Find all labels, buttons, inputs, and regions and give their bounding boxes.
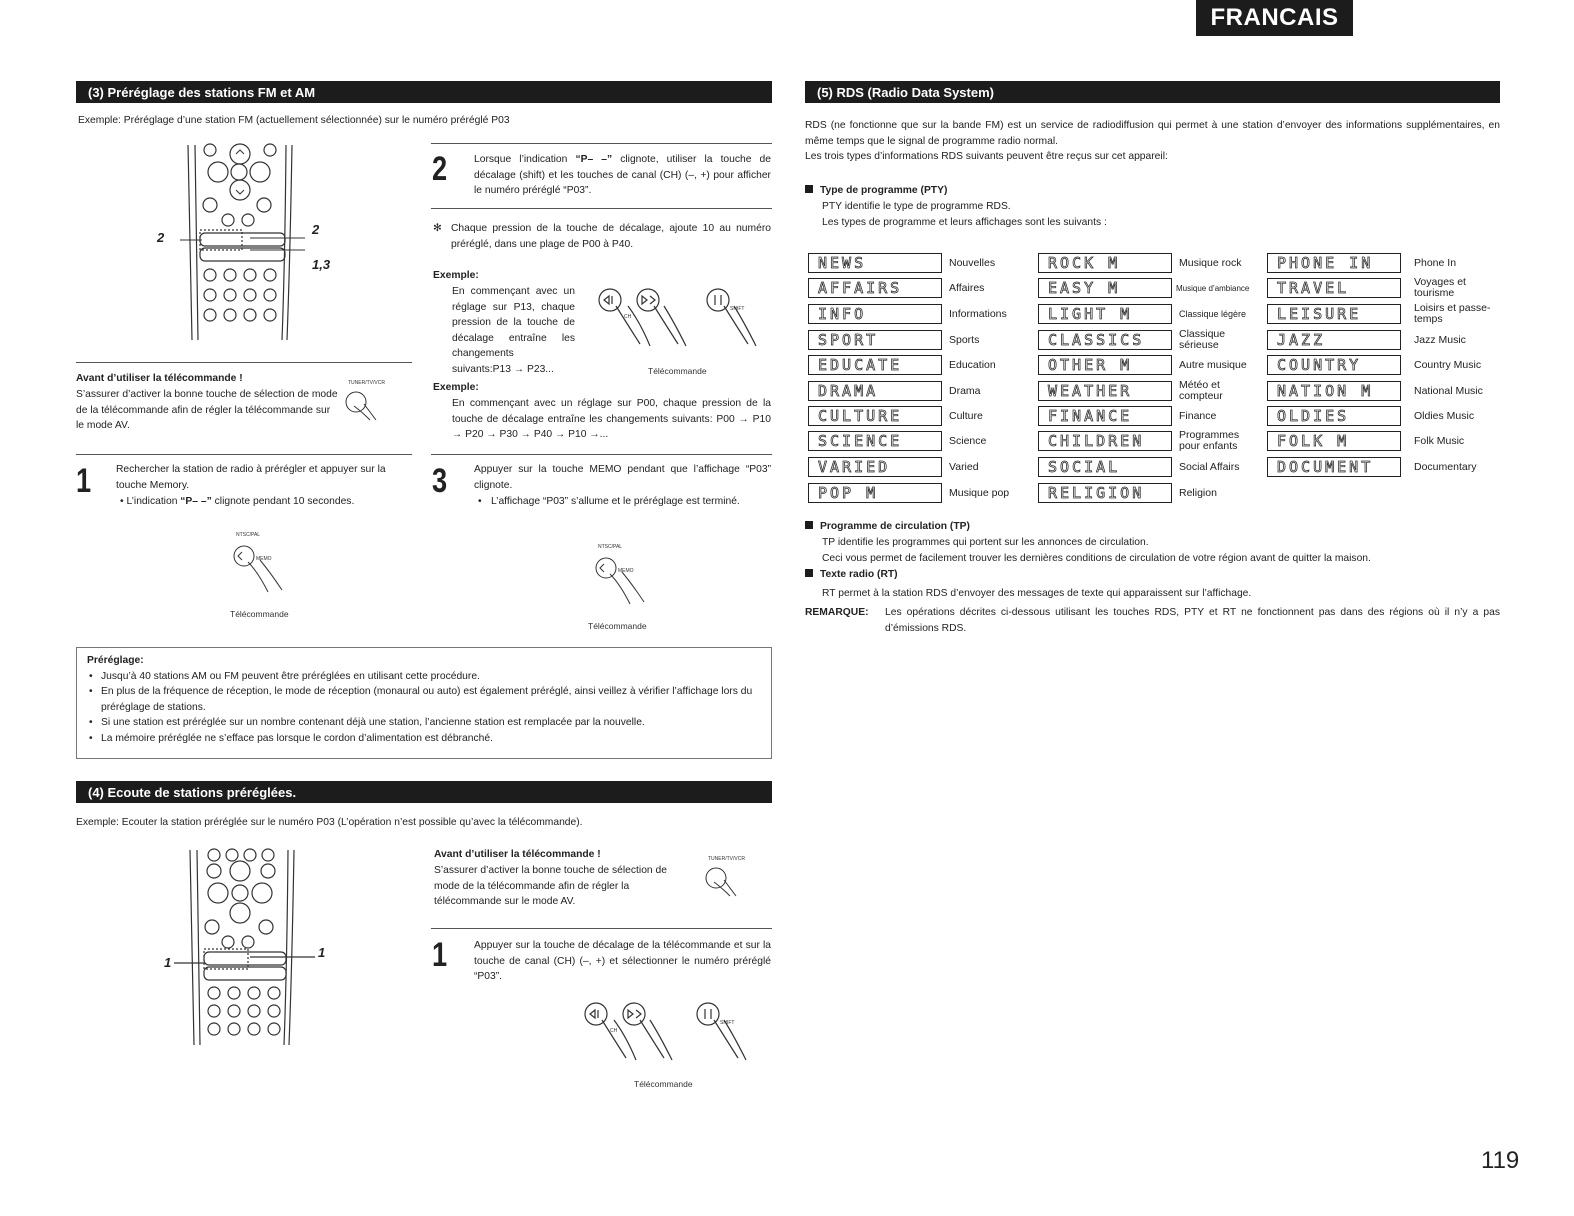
callout-1-right: 1 bbox=[318, 945, 326, 960]
pty-code-display: CHILDREN bbox=[1038, 431, 1172, 451]
pty-row bbox=[1267, 456, 1476, 478]
pty-label: Musique pop bbox=[949, 486, 1010, 499]
pty-code-display: TRAVEL bbox=[1267, 278, 1401, 298]
pty-row bbox=[808, 456, 979, 478]
pty-label: Loisirs et passe-temps bbox=[1414, 302, 1491, 325]
caption-telecommande: Télécommande bbox=[588, 621, 647, 631]
rt-description: RT permet à la station RDS d’envoyer des messages de texte qui apparaissent sur l’affichage. bbox=[822, 588, 1252, 599]
memo-button-icon bbox=[592, 550, 662, 614]
pty-code-display: VARIED bbox=[808, 457, 942, 477]
rds-intro: RDS (ne fonctionne que sur la bande FM) est un service de radiodiffusion qui permet à une station d’envoyer des informations supplémentaires, en même temps que le signal de programme radio normal. Les trois types d’informations RDS suivants peuvent être reçus sur cet appareil: bbox=[805, 120, 1500, 162]
memo-button-illustration bbox=[230, 532, 300, 602]
pty-code-display: FINANCE bbox=[1038, 406, 1172, 426]
example-1-title: Exemple: bbox=[433, 270, 479, 281]
pty-row bbox=[1267, 380, 1483, 402]
pty-code-display: CULTURE bbox=[808, 406, 942, 426]
pty-row bbox=[1038, 277, 1249, 299]
list-item: • La mémoire préréglée ne s’efface pas lorsque le cordon d’alimentation est débranché. bbox=[101, 731, 761, 747]
pty-row bbox=[1038, 252, 1241, 274]
pty-label: Météo et compteur bbox=[1179, 379, 1223, 402]
bullet-square-icon bbox=[805, 185, 813, 193]
pty-label: Programmes pour enfants bbox=[1179, 429, 1240, 452]
remark-label: REMARQUE: bbox=[805, 607, 869, 618]
pty-code-display: CLASSICS bbox=[1038, 330, 1172, 350]
pty-label: Oldies Music bbox=[1414, 409, 1475, 422]
ch-label: CH bbox=[610, 1028, 618, 1034]
pty-label: Affaires bbox=[949, 281, 985, 294]
pty-code-display: SOCIAL bbox=[1038, 457, 1172, 477]
pty-code-display: OLDIES bbox=[1267, 406, 1401, 426]
pty-label: Culture bbox=[949, 409, 983, 422]
divider bbox=[76, 454, 412, 455]
section-5-title: (5) RDS (Radio Data System) bbox=[817, 84, 994, 100]
pty-label: National Music bbox=[1414, 384, 1483, 397]
pty-row bbox=[1267, 329, 1466, 351]
finger-press-icon bbox=[340, 384, 390, 430]
pty-code-display: NATION M bbox=[1267, 381, 1401, 401]
pty-label: Jazz Music bbox=[1414, 333, 1466, 346]
step-1-number: 1 bbox=[432, 936, 448, 974]
pty-row bbox=[1038, 380, 1249, 402]
divider bbox=[431, 454, 772, 455]
pty-row bbox=[808, 380, 981, 402]
pty-row bbox=[808, 430, 986, 452]
pty-code-display: EASY M bbox=[1038, 278, 1172, 298]
pty-row bbox=[1267, 405, 1474, 427]
tp-heading: Programme de circulation (TP) bbox=[805, 519, 970, 535]
ch-label: CH bbox=[624, 314, 632, 320]
ch-shift-illustration bbox=[576, 1000, 756, 1075]
step-2-number: 2 bbox=[432, 150, 448, 188]
pty-label: Finance bbox=[1179, 409, 1217, 422]
section-5-heading bbox=[805, 81, 1500, 103]
pty-row bbox=[1038, 329, 1254, 351]
pty-code-display: DRAMA bbox=[808, 381, 942, 401]
pty-label: Musique d’ambiance bbox=[1176, 283, 1250, 293]
pty-code-display: INFO bbox=[808, 304, 942, 324]
divider bbox=[76, 362, 412, 363]
remote-control-icon bbox=[150, 140, 350, 345]
pty-heading: Type de programme (PTY) bbox=[805, 183, 947, 199]
divider bbox=[431, 928, 772, 929]
pty-label: Drama bbox=[949, 384, 981, 397]
pty-code-display: ROCK M bbox=[1038, 253, 1172, 273]
pty-label: Folk Music bbox=[1414, 434, 1465, 447]
pty-code-display: AFFAIRS bbox=[808, 278, 942, 298]
pty-code-display: COUNTRY bbox=[1267, 355, 1401, 375]
list-item: • Si une station est préréglée sur un nombre contenant déjà une station, l’ancienne station est remplacée par la nouvelle. bbox=[101, 715, 761, 731]
caption-telecommande: Télécommande bbox=[230, 609, 289, 619]
section-3-heading bbox=[76, 81, 772, 103]
pty-code-display: NEWS bbox=[808, 253, 942, 273]
pty-row bbox=[808, 277, 984, 299]
pty-code-display: LIGHT M bbox=[1038, 304, 1172, 324]
pty-code-display: FOLK M bbox=[1267, 431, 1401, 451]
list-item: • Jusqu’à 40 stations AM ou FM peuvent être préréglées en utilisant cette procédure. bbox=[101, 669, 761, 685]
pty-row bbox=[1267, 430, 1464, 452]
ch-shift-illustration bbox=[590, 286, 770, 361]
pty-code-display: LEISURE bbox=[1267, 304, 1401, 324]
before-use-title: Avant d’utiliser la télécommande ! bbox=[76, 373, 243, 384]
pty-row bbox=[808, 303, 1007, 325]
shift-label: SHIFT bbox=[720, 1020, 735, 1026]
ch-shift-buttons-icon bbox=[576, 1000, 756, 1075]
prereglage-notes-box bbox=[76, 647, 772, 759]
pty-label: Nouvelles bbox=[949, 256, 996, 269]
callout-2-right: 2 bbox=[312, 222, 320, 237]
step-3-bullet: • L’affichage “P03” s’allume et le préréglage est terminé. bbox=[478, 496, 740, 507]
step-3-number: 3 bbox=[432, 462, 448, 500]
pty-code-display: RELIGION bbox=[1038, 483, 1172, 503]
ntsc-label: NTSC/PAL bbox=[236, 532, 261, 538]
example-2-text: En commençant avec un réglage sur P00, chaque pression de la touche de décalage entraîne les changements suivants: P00 → P10 → P20 → P30 → P40 → P10 →... bbox=[452, 398, 771, 440]
prereglage-title: Préréglage: bbox=[87, 655, 144, 666]
pty-code-display: SCIENCE bbox=[808, 431, 942, 451]
page-number: 119 bbox=[1481, 1147, 1520, 1174]
pty-row bbox=[808, 329, 979, 351]
pty-label: Classique sérieuse bbox=[1179, 328, 1226, 351]
tuner-button-illustration bbox=[340, 380, 390, 430]
pty-row bbox=[1267, 354, 1481, 376]
pty-label: Varied bbox=[949, 460, 979, 473]
section-3-title: (3) Préréglage des stations FM et AM bbox=[88, 84, 316, 100]
callout-2-left: 2 bbox=[157, 230, 165, 245]
pty-row bbox=[1038, 456, 1240, 478]
shift-label: SHIFT bbox=[730, 306, 745, 312]
step-1-bullet: • L’indication “P– –” clignote pendant 10 secondes. bbox=[120, 496, 355, 507]
rt-heading: Texte radio (RT) bbox=[805, 567, 898, 583]
pty-label: Informations bbox=[949, 307, 1007, 320]
pty-label: Phone In bbox=[1414, 256, 1457, 269]
pty-code-display: EDUCATE bbox=[808, 355, 942, 375]
step-1-number: 1 bbox=[76, 462, 92, 500]
bullet-square-icon bbox=[805, 521, 813, 529]
remark-text: Les opérations décrites ci-dessous utilisant les touches RDS, PTY et RT ne fonctionnent pas dans des régions où il n’y a pas d’émissions RDS. bbox=[885, 607, 1500, 634]
pty-label: Country Music bbox=[1414, 358, 1482, 371]
remote-illustration bbox=[150, 140, 350, 345]
step-1-text: Appuyer sur la touche de décalage de la télécommande et sur la touche de canal (CH) (–, +) et sélectionner le numéro préréglé “P03”. bbox=[474, 940, 771, 982]
before-use-title: Avant d’utiliser la télécommande ! bbox=[434, 849, 601, 860]
pty-row bbox=[1038, 303, 1246, 325]
pty-code-display: JAZZ bbox=[1267, 330, 1401, 350]
memo-button-icon bbox=[230, 538, 300, 602]
divider bbox=[431, 208, 772, 209]
pty-row bbox=[1267, 277, 1494, 299]
example-1-text: En commençant avec un réglage sur P13, chaque pression de la touche de décalage entraîne les changements suivants:P13 → P23... bbox=[452, 286, 575, 375]
pty-label: Voyages et tourisme bbox=[1414, 276, 1466, 299]
pty-row bbox=[1038, 354, 1247, 376]
caption-telecommande: Télécommande bbox=[634, 1079, 693, 1089]
caption-telecommande: Télécommande bbox=[648, 366, 707, 376]
divider bbox=[431, 143, 772, 144]
pty-code-display: PHONE IN bbox=[1267, 253, 1401, 273]
tp-description: TP identifie les programmes qui portent sur les annonces de circulation. Ceci vous permet de facilement trouver les dernières conditions de circulation de votre région avant de quitter la maison. bbox=[822, 537, 1371, 564]
section-4-heading bbox=[76, 781, 772, 803]
pty-code-display: DOCUMENT bbox=[1267, 457, 1401, 477]
pty-label: Science bbox=[949, 434, 987, 447]
pty-code-display: WEATHER bbox=[1038, 381, 1172, 401]
pty-label: Autre musique bbox=[1179, 358, 1247, 371]
before-use-text: S’assurer d’activer la bonne touche de sélection de mode de la télécommande afin de régler la télécommande sur le mode AV. bbox=[434, 865, 667, 907]
pty-code-display: POP M bbox=[808, 483, 942, 503]
pty-label: Social Affairs bbox=[1179, 460, 1240, 473]
pty-row bbox=[1038, 482, 1217, 504]
tuner-button-illustration bbox=[700, 856, 750, 906]
pty-label: Classique légère bbox=[1179, 308, 1247, 319]
example-2-title: Exemple: bbox=[433, 382, 479, 393]
bullet-square-icon bbox=[805, 569, 813, 577]
pty-row bbox=[808, 405, 983, 427]
pty-label: Sports bbox=[949, 333, 980, 346]
pty-label: Documentary bbox=[1414, 460, 1477, 473]
section-4-example: Exemple: Ecouter la station préréglée sur le numéro P03 (L’opération n’est possible qu’avec la télécommande). bbox=[76, 817, 583, 828]
callout-1-3: 1,3 bbox=[312, 257, 331, 272]
memo-button-illustration bbox=[592, 544, 662, 614]
pty-row bbox=[1267, 303, 1494, 325]
pty-code-display: SPORT bbox=[808, 330, 942, 350]
pty-row bbox=[808, 252, 995, 274]
section-3-example: Exemple: Préréglage d’une station FM (actuellement sélectionnée) sur le numéro préréglé P03 bbox=[78, 115, 510, 126]
note-star-icon: ✻ bbox=[433, 223, 442, 234]
pty-row bbox=[1267, 252, 1456, 274]
pty-label: Musique rock bbox=[1179, 256, 1242, 269]
shift-note: Chaque pression de la touche de décalage, ajoute 10 au numéro préréglé, dans une plage de P00 à P40. bbox=[451, 223, 771, 250]
tuner-label: TUNER/TV/VCR bbox=[708, 856, 745, 862]
step-1-text: Rechercher la station de radio à prérégler et appuyer sur la touche Memory. bbox=[116, 464, 386, 491]
pty-label: Religion bbox=[1179, 486, 1217, 499]
ch-shift-buttons-icon bbox=[590, 286, 770, 361]
pty-row bbox=[808, 482, 1009, 504]
pty-description: PTY identifie le type de programme RDS. Les types de programme et leurs affichages sont les suivants : bbox=[822, 201, 1107, 228]
memo-label: MEMO bbox=[618, 568, 634, 574]
prereglage-list bbox=[87, 669, 761, 747]
memo-label: MEMO bbox=[256, 556, 272, 562]
pty-row bbox=[1038, 430, 1254, 452]
step-2-text: Lorsque l’indication “P– –” clignote, utiliser la touche de décalage (shift) et les touches de canal (CH) (–, +) pour afficher le numéro préréglé “P03”. bbox=[474, 154, 772, 196]
pty-row bbox=[808, 354, 996, 376]
finger-press-icon bbox=[700, 860, 750, 906]
pty-row bbox=[1038, 405, 1216, 427]
pty-label: Education bbox=[949, 358, 996, 371]
tuner-label: TUNER/TV/VCR bbox=[348, 380, 385, 386]
section-4-title: (4) Ecoute de stations préréglées. bbox=[88, 784, 297, 800]
list-item: • En plus de la fréquence de réception, le mode de réception (monaural ou auto) est également préréglé, ainsi veillez à vérifier l’affichage lors du préréglage de stations. bbox=[101, 684, 761, 715]
step-3-text: Appuyer sur la touche MEMO pendant que l’affichage “P03” clignote. bbox=[474, 464, 771, 491]
pty-code-display: OTHER M bbox=[1038, 355, 1172, 375]
language-tab: FRANCAIS bbox=[1196, 0, 1353, 36]
ntsc-label: NTSC/PAL bbox=[598, 544, 623, 550]
callout-1-left: 1 bbox=[164, 955, 172, 970]
before-use-text: S’assurer d’activer la bonne touche de sélection de mode de la télécommande afin de régler la télécommande sur le mode AV. bbox=[76, 389, 338, 431]
